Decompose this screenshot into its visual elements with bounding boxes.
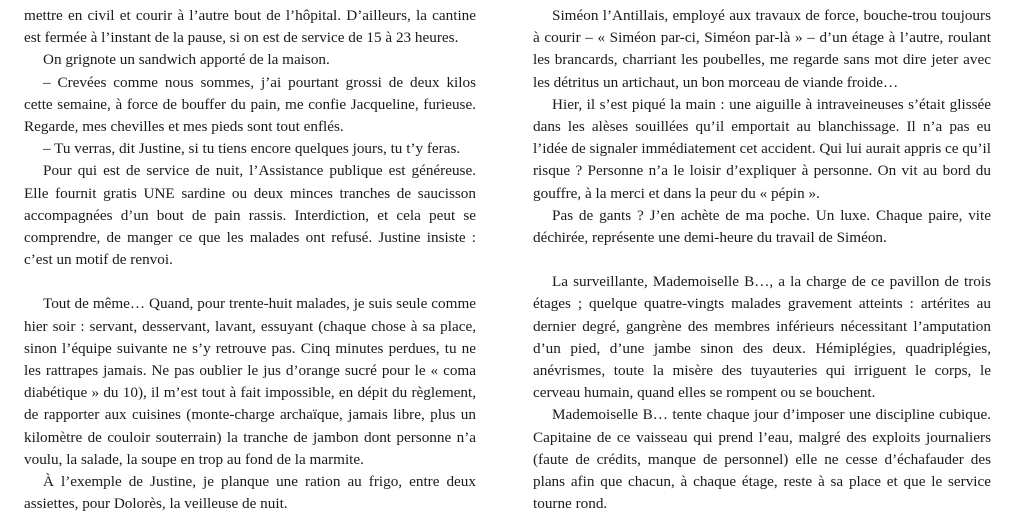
right-page	[533, 5, 991, 515]
paragraph: mettre en civil et courir à l’autre bout de l’hôpital. D’ailleurs, la cantine est fermée à l’instant de la pause, si on est de service de 15 à 23 heures.	[24, 7, 476, 47]
paragraph: À l’exemple de Justine, je planque une ration au frigo, entre deux assiettes, pour Dolorès, la veilleuse de nuit.	[24, 473, 476, 513]
paragraph: La surveillante, Mademoiselle B…, a la charge de ce pavillon de trois étages ; quelque quatre-vingts malades gravement atteints : artérites au dernier degré, gangrène des membres inférieurs nécessitant l’amputation d’un pied, d’une jambe sinon des deux. Hémiplégies, quadriplégies, anévrismes, toute la misère des tuyauteries qui irriguent le corps, le cerveau humain, quand elles se rompent ou se bouchent.	[533, 273, 991, 402]
paragraph: On grignote un sandwich apporté de la maison.	[43, 51, 330, 69]
section-break	[24, 271, 476, 293]
paragraph: – Tu verras, dit Justine, si tu tiens encore quelques jours, tu t’y feras.	[43, 140, 461, 158]
left-page	[24, 5, 476, 515]
paragraph: Siméon l’Antillais, employé aux travaux de force, bouche-trou toujours à courir – « Siméon par-ci, Siméon par-là » – d’un étage à l’autre, roulant les brancards, charriant les poubelles, me regarde sans mot dire jeter avec les détritus un artichaut, un bon morceau de viande froide…	[533, 7, 991, 91]
section-break	[533, 249, 991, 271]
paragraph: Hier, il s’est piqué la main : une aiguille à intraveineuses s’était glissée dans les alèses souillées qu’il emportait au blanchissage. Il n’a pas eu l’idée de signaler immédiatement cet accident. Qui lui aurait appris ce qu’il risque ? Personne n’a le loisir d’expliquer à personne. On vit au bord du gouffre, à la merci et dans la peur du « pépin ».	[533, 95, 991, 202]
paragraph: – Crevées comme nous sommes, j’ai pourtant grossi de deux kilos cette semaine, à force de bouffer du pain, me confie Jacqueline, furieuse. Regarde, mes chevilles et mes pieds sont tout enflés.	[24, 73, 476, 136]
paragraph: Tout de même… Quand, pour trente-huit malades, je suis seule comme hier soir : servant, desservant, lavant, essuyant (chaque chose à sa place, sinon l’équipe suivante ne s’y retrouve pas. Cinq minutes perdues, tu ne les rattrapes jamais. Ne pas oublier le jus d’orange sucré pour le « coma diabétique » du 10), il m’est tout à fait impossible, en dépit du règlement, de rapporter aux cuisines (monte-charge archaïque, jamais libre, plus un kilomètre de couloir souterrain) la tranche de jambon dont personne n’a voulu, la salade, la soupe en trop au fond de la marmite.	[24, 295, 476, 468]
paragraph: Pas de gants ? J’en achète de ma poche. Un luxe. Chaque paire, vite déchirée, représente une demi-heure du travail de Siméon.	[533, 206, 991, 247]
paragraph: Pour qui est de service de nuit, l’Assistance publique est généreuse. Elle fournit gratis UNE sardine ou deux minces tranches de saucisson accompagnées d’un bout de pain rassis. Interdiction, et cela peut se comprendre, de manger ce que les malades ont refusé. Justine insiste : c’est un motif de renvoi.	[24, 162, 476, 269]
paragraph: Mademoiselle B… tente chaque jour d’imposer une discipline cubique. Capitaine de ce vaisseau qui prend l’eau, malgré des exploits journaliers (faute de crédits, manque de personnel) elle ne cesse d’échafauder des plans afin que chacun, à chaque étage, reste à sa place et que le service tourne rond.	[533, 406, 991, 513]
